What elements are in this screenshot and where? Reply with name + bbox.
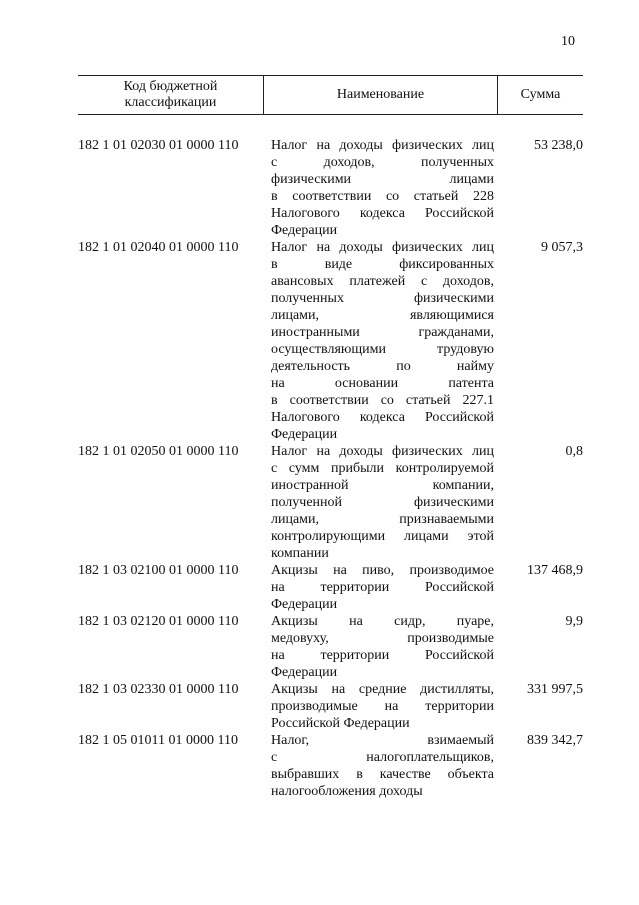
- sum-cell: 9,9: [565, 614, 583, 629]
- sum-cell: 331 997,5: [527, 682, 583, 697]
- column-header-name: Наименование: [263, 76, 498, 114]
- budget-code-cell: 182 1 01 02050 01 0000 110: [78, 444, 239, 459]
- name-line: Акцизы на сидр, пуаре,: [271, 614, 494, 629]
- name-line: иностранной компании,: [271, 478, 494, 493]
- name-line: авансовых платежей с доходов,: [271, 274, 494, 289]
- name-line: осуществляющими трудовую: [271, 342, 494, 357]
- name-line: лицами, признаваемыми: [271, 512, 494, 527]
- name-line: полученной физическими: [271, 495, 494, 510]
- table-row: [78, 613, 583, 681]
- name-cell: [269, 239, 494, 443]
- name-line: Акцизы на пиво, производимое: [271, 563, 494, 578]
- name-line: на основании патента: [271, 376, 494, 391]
- name-cell: [269, 443, 494, 562]
- name-line: на территории Российской: [271, 580, 494, 595]
- name-line: производимые на территории: [271, 699, 494, 714]
- name-line: выбравших в качестве объекта: [271, 767, 494, 782]
- name-line: полученных физическими: [271, 291, 494, 306]
- budget-code-cell: 182 1 01 02030 01 0000 110: [78, 138, 239, 153]
- sum-cell: 53 238,0: [534, 138, 583, 153]
- name-line: на территории Российской: [271, 648, 494, 663]
- budget-code-cell: 182 1 01 02040 01 0000 110: [78, 240, 239, 255]
- sum-cell: 9 057,3: [541, 240, 583, 255]
- name-line: Налог на доходы физических лиц: [271, 240, 494, 255]
- name-line: в соответствии со статьей 228: [271, 189, 494, 204]
- name-line: Федерации: [271, 665, 338, 680]
- column-header-sum: Сумма: [520, 87, 561, 102]
- page-number: 10: [561, 34, 575, 49]
- name-line: Налог на доходы физических лиц: [271, 138, 494, 153]
- table-body: [78, 137, 583, 800]
- table-row: [78, 562, 583, 613]
- name-line: Федерации: [271, 597, 338, 612]
- table-row: [78, 443, 583, 562]
- name-line: в виде фиксированных: [271, 257, 494, 272]
- table-header: [78, 75, 583, 115]
- name-line: Федерации: [271, 427, 338, 442]
- column-header-code: Код бюджетной классификации: [123, 79, 218, 110]
- name-line: Налог, взимаемый: [271, 733, 494, 748]
- name-line: иностранными гражданами,: [271, 325, 494, 340]
- name-line: с доходов, полученных: [271, 155, 494, 170]
- name-line: налогообложения доходы: [271, 784, 423, 799]
- sum-cell: 0,8: [565, 444, 583, 459]
- name-line: Налогового кодекса Российской: [271, 206, 494, 221]
- name-line: компании: [271, 546, 329, 561]
- name-line: с сумм прибыли контролируемой: [271, 461, 494, 476]
- table-row: [78, 681, 583, 732]
- name-line: с налогоплательщиков,: [271, 750, 494, 765]
- budget-code-cell: 182 1 03 02330 01 0000 110: [78, 682, 239, 697]
- budget-code-cell: 182 1 03 02100 01 0000 110: [78, 563, 239, 578]
- table-row: [78, 239, 583, 443]
- name-cell: [269, 732, 494, 800]
- name-line: Акцизы на средние дистилляты,: [271, 682, 494, 697]
- name-line: контролирующими лицами этой: [271, 529, 494, 544]
- name-line: медовуху, производимые: [271, 631, 494, 646]
- name-line: в соответствии со статьей 227.1: [271, 393, 494, 408]
- name-line: Налог на доходы физических лиц: [271, 444, 494, 459]
- sum-cell: 839 342,7: [527, 733, 583, 748]
- budget-code-cell: 182 1 05 01011 01 0000 110: [78, 733, 238, 748]
- name-line: деятельность по найму: [271, 359, 494, 374]
- name-cell: [269, 137, 494, 239]
- name-line: Налогового кодекса Российской: [271, 410, 494, 425]
- budget-code-cell: 182 1 03 02120 01 0000 110: [78, 614, 239, 629]
- name-cell: [269, 681, 494, 732]
- name-cell: [269, 613, 494, 681]
- name-line: Федерации: [271, 223, 338, 238]
- name-line: Российской Федерации: [271, 716, 410, 731]
- name-line: физическими лицами: [271, 172, 494, 187]
- sum-cell: 137 468,9: [527, 563, 583, 578]
- name-cell: [269, 562, 494, 613]
- table-row: [78, 137, 583, 239]
- table-row: [78, 732, 583, 800]
- name-line: лицами, являющимися: [271, 308, 494, 323]
